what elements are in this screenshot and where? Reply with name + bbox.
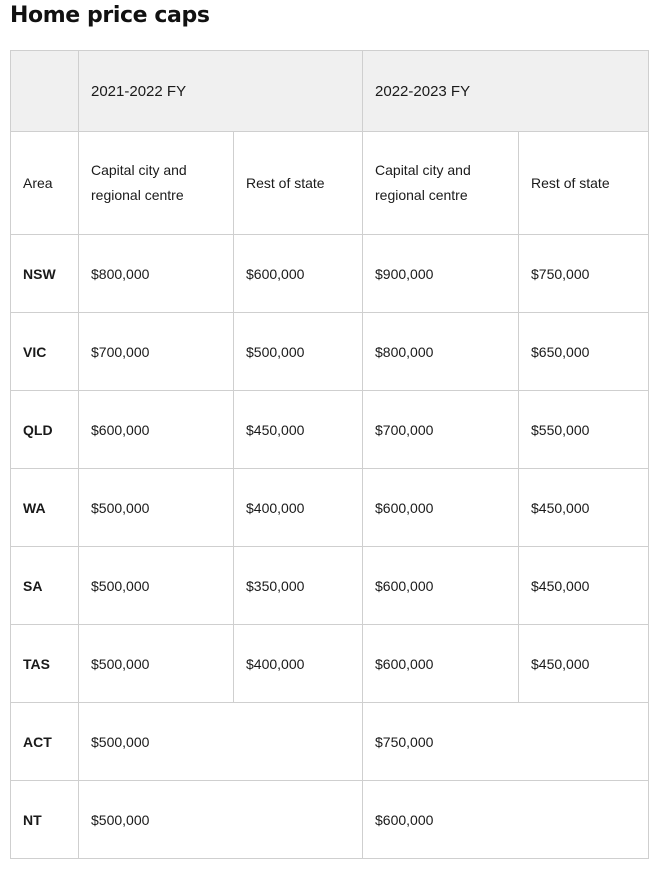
value-cell: $500,000 <box>79 547 234 625</box>
value-cell: $650,000 <box>519 313 649 391</box>
table-row <box>11 625 649 703</box>
value-cell: $500,000 <box>79 625 234 703</box>
value-cell: $500,000 <box>79 469 234 547</box>
area-header: Area <box>11 132 79 235</box>
area-cell: WA <box>11 469 79 547</box>
corner-cell <box>11 51 79 132</box>
value-cell: $450,000 <box>519 547 649 625</box>
capital-header-2022-2023: Capital city and regional centre <box>363 132 519 235</box>
value-cell: $600,000 <box>363 547 519 625</box>
value-cell: $400,000 <box>234 469 363 547</box>
table-row <box>11 235 649 313</box>
value-cell: $750,000 <box>363 703 649 781</box>
value-cell: $700,000 <box>79 313 234 391</box>
value-cell: $750,000 <box>519 235 649 313</box>
fy-header-2021-2022: 2021-2022 FY <box>79 51 363 132</box>
value-cell: $350,000 <box>234 547 363 625</box>
area-cell: SA <box>11 547 79 625</box>
table-row <box>11 391 649 469</box>
value-cell: $800,000 <box>79 235 234 313</box>
table-row <box>11 703 649 781</box>
home-price-caps-table <box>10 50 649 859</box>
area-cell: NT <box>11 781 79 859</box>
value-cell: $550,000 <box>519 391 649 469</box>
page-title: Home price caps <box>10 3 210 28</box>
table-row <box>11 313 649 391</box>
value-cell: $400,000 <box>234 625 363 703</box>
value-cell: $500,000 <box>79 781 363 859</box>
value-cell: $600,000 <box>363 781 649 859</box>
value-cell: $700,000 <box>363 391 519 469</box>
table-row <box>11 469 649 547</box>
value-cell: $900,000 <box>363 235 519 313</box>
value-cell: $500,000 <box>234 313 363 391</box>
area-cell: QLD <box>11 391 79 469</box>
area-cell: VIC <box>11 313 79 391</box>
table-row <box>11 781 649 859</box>
value-cell: $600,000 <box>363 625 519 703</box>
value-cell: $600,000 <box>363 469 519 547</box>
area-cell: TAS <box>11 625 79 703</box>
rest-header-2021-2022: Rest of state <box>234 132 363 235</box>
sub-header-row <box>11 132 649 235</box>
value-cell: $600,000 <box>79 391 234 469</box>
fy-header-row <box>11 51 649 132</box>
table-row <box>11 547 649 625</box>
capital-header-2021-2022: Capital city and regional centre <box>79 132 234 235</box>
value-cell: $800,000 <box>363 313 519 391</box>
fy-header-2022-2023: 2022-2023 FY <box>363 51 649 132</box>
rest-header-2022-2023: Rest of state <box>519 132 649 235</box>
value-cell: $600,000 <box>234 235 363 313</box>
area-cell: NSW <box>11 235 79 313</box>
area-cell: ACT <box>11 703 79 781</box>
value-cell: $500,000 <box>79 703 363 781</box>
value-cell: $450,000 <box>234 391 363 469</box>
value-cell: $450,000 <box>519 469 649 547</box>
value-cell: $450,000 <box>519 625 649 703</box>
